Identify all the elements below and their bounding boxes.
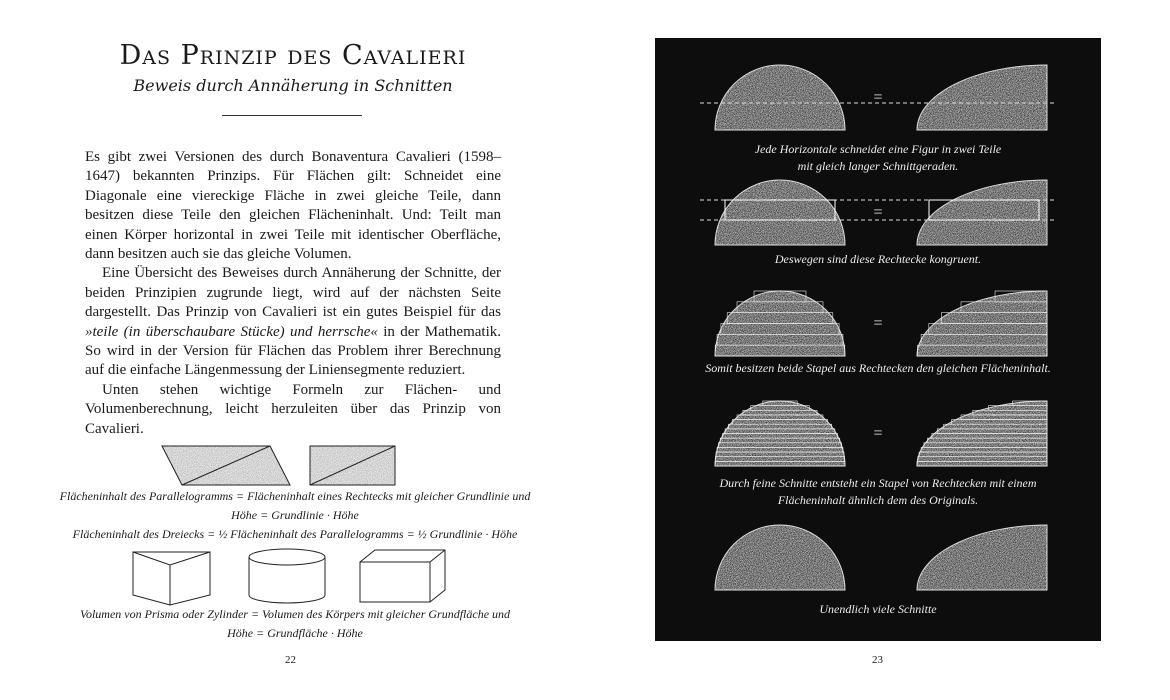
quarter-shape <box>917 525 1047 590</box>
equals-sign: = <box>873 204 883 221</box>
proof-caption: Durch feine Schnitte entsteht ein Stapel von Rechtecken mit einem <box>719 476 1037 490</box>
proof-caption: Somit besitzen beide Stapel aus Rechtecken den gleichen Flächeninhalt. <box>705 361 1051 375</box>
caption-volume-1: Volumen von Prisma oder Zylinder = Volumen des Körpers mit gleicher Grundfläche und <box>79 607 511 621</box>
page-subtitle: Beweis durch Annäherung in Schnitten <box>133 76 453 95</box>
rectangle-figure <box>310 446 395 485</box>
semicircle-shape <box>715 180 845 245</box>
quarter-shape <box>917 65 1047 130</box>
proof-caption: Deswegen sind diese Rechtecke kongruent. <box>774 252 982 266</box>
caption-area-3: Flächeninhalt des Dreiecks = ½ Flächeninhalt des Parallelogramms = ½ Grundlinie · Höhe <box>72 527 518 541</box>
paragraph-2 <box>85 264 501 380</box>
cylinder-figure <box>249 549 325 603</box>
caption-volume-2: Höhe = Grundfläche · Höhe <box>227 626 363 640</box>
body-text <box>85 148 501 439</box>
proof-caption: Unendlich viele Schnitte <box>819 602 937 616</box>
paragraph-2-end: in der Mathematik. So wird in der Version für Flächen das Problem ihrer Berechnung auf die einfache Längenmessung der Liniensegmente reduziert. <box>85 323 501 379</box>
paragraph-2-quote: »teile (in überschaubare Stücke) und herrsche« <box>85 323 378 340</box>
semicircle-shape <box>715 525 845 590</box>
prism-figure <box>133 552 210 605</box>
cavalieri-proof-panel <box>655 38 1101 641</box>
page-title: Das Prinzip des Cavalieri <box>119 40 467 71</box>
divider <box>222 115 362 116</box>
paragraph-2-text: Eine Übersicht des Beweises durch Annäherung der Schnitte, der beiden Prinzipien zugrunde liegt, wird auf der nächsten Seite dargestellt. Das Prinzip von Cavalieri ist ein gutes Beispiel für das <box>85 265 501 321</box>
caption-area-2: Höhe = Grundlinie · Höhe <box>231 508 359 522</box>
box-figure <box>360 550 445 602</box>
equals-sign: = <box>873 315 883 332</box>
page-number-right: 23 <box>872 654 883 666</box>
paragraph-1: Es gibt zwei Versionen des durch Bonaventura Cavalieri (1598–1647) bekannten Prinzips. Für Flächen gilt: Schneidet eine Diagonale eine viereckige Fläche in zwei gleiche Teile, dann besitzen diese Teile den gleichen Flächeninhalt. Und: Teilt man einen Körper horizontal in zwei Teile mit identischer Oberfläche, dann besitzen auch sie das gleiche Volumen. <box>85 149 501 263</box>
equals-sign: = <box>873 89 883 106</box>
semicircle-shape <box>715 65 845 130</box>
paragraph-3: Unten stehen wichtige Formeln zur Flächen- und Volumenberechnung, leicht herzuleiten über das Prinzip von Cavalieri. <box>85 381 501 437</box>
parallelogram-figure <box>162 446 290 485</box>
equals-sign: = <box>873 425 883 442</box>
proof-caption: mit gleich langer Schnittgeraden. <box>797 159 959 173</box>
page-number-left: 22 <box>285 654 296 666</box>
proof-caption: Flächeninhalt ähnlich dem des Originals. <box>777 493 979 507</box>
caption-area-1: Flächeninhalt des Parallelogramms = Flächeninhalt eines Rechtecks mit gleicher Grundlinie und <box>59 489 531 503</box>
proof-diagrams <box>655 38 1101 641</box>
quarter-shape <box>917 180 1047 245</box>
proof-caption: Jede Horizontale schneidet eine Figur in zwei Teile <box>754 142 1002 156</box>
